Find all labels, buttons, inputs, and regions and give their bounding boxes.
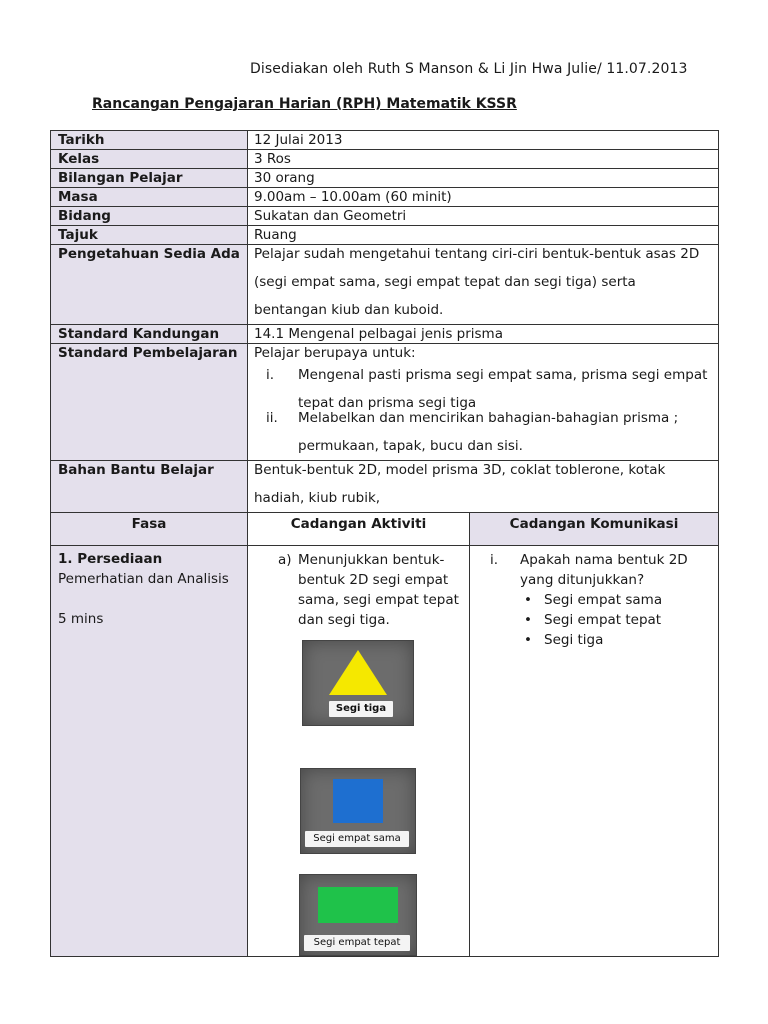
plan-header-row: [51, 513, 719, 546]
pengetahuan-label: Pengetahuan Sedia Ada: [51, 245, 248, 325]
sk-label: Standard Kandungan: [51, 325, 248, 344]
bidang-label: Bidang: [51, 207, 248, 226]
rph-table: [50, 130, 719, 957]
col-komunikasi: Cadangan Komunikasi: [470, 513, 719, 546]
document-title: Rancangan Pengajaran Harian (RPH) Matematik KSSR: [92, 96, 517, 112]
row-bahan-bantu: [51, 461, 719, 513]
fasa-cell: [51, 546, 248, 957]
bbb-value: Bentuk-bentuk 2D, model prisma 3D, coklat toblerone, kotak hadiah, kiub rubik,: [254, 462, 666, 506]
rectangle-shape-icon: [300, 885, 416, 935]
row-bilangan: [51, 169, 719, 188]
sp-label: Standard Pembelajaran: [51, 344, 248, 461]
activity-num: a): [278, 552, 292, 568]
triangle-card: [302, 640, 414, 726]
row-kelas: [51, 150, 719, 169]
komun-bullet-text: Segi tiga: [544, 632, 604, 648]
row-bidang: [51, 207, 719, 226]
fasa-sub: Pemerhatian dan Analisis: [58, 571, 229, 587]
tarikh-label: Tarikh: [51, 131, 248, 150]
komun-bullet-text: Segi empat tepat: [544, 612, 662, 628]
square-shape: [333, 779, 383, 823]
komun-bullet: [520, 610, 712, 630]
masa-label: Masa: [51, 188, 248, 207]
square-card: [300, 768, 416, 854]
rectangle-card: [299, 874, 417, 956]
komun-bullets: [520, 590, 712, 650]
sp-item-num: ii.: [266, 410, 278, 426]
komun-bullet: [520, 590, 712, 610]
activity-text: Menunjukkan bentuk-bentuk 2D segi empat sama, segi empat tepat dan segi tiga.: [298, 552, 459, 628]
bidang-value: Sukatan dan Geometri: [248, 207, 719, 226]
sp-cell: [248, 344, 719, 461]
bbb-cell: [248, 461, 719, 513]
row-standard-pembelajaran: [51, 344, 719, 461]
tajuk-value: Ruang: [248, 226, 719, 245]
pengetahuan-cell: [248, 245, 719, 325]
rectangle-shape: [318, 887, 398, 923]
pengetahuan-value: Pelajar sudah mengetahui tentang ciri-ciri bentuk-bentuk asas 2D (segi empat sama, segi empat tepat dan segi tiga) serta bentangan kiub dan kuboid.: [254, 246, 700, 318]
activity-item: [254, 550, 463, 630]
rectangle-caption: Segi empat tepat: [304, 935, 410, 951]
kelas-label: Kelas: [51, 150, 248, 169]
sp-item-text: Melabelkan dan mencirikan bahagian-bahagian prisma ; permukaan, tapak, bucu dan sisi.: [298, 410, 679, 454]
fasa-title: 1. Persediaan: [58, 551, 163, 567]
tajuk-label: Tajuk: [51, 226, 248, 245]
masa-value: 9.00am – 10.00am (60 minit): [248, 188, 719, 207]
komun-item: [476, 550, 712, 650]
triangle-caption: Segi tiga: [329, 701, 393, 717]
komunikasi-cell: [470, 546, 719, 957]
komun-text: Apakah nama bentuk 2D yang ditunjukkan?: [520, 552, 688, 588]
kelas-value: 3 Ros: [248, 150, 719, 169]
sk-value: 14.1 Mengenal pelbagai jenis prisma: [248, 325, 719, 344]
tarikh-value: 12 Julai 2013: [248, 131, 719, 150]
row-standard-kandungan: [51, 325, 719, 344]
bilangan-value: 30 orang: [248, 169, 719, 188]
sp-intro: Pelajar berupaya untuk:: [254, 345, 416, 361]
komun-bullet-text: Segi empat sama: [544, 592, 663, 608]
sp-item-num: i.: [266, 367, 275, 383]
triangle-shape: [329, 650, 387, 695]
col-aktiviti: Cadangan Aktiviti: [248, 513, 470, 546]
col-fasa: Fasa: [51, 513, 248, 546]
bullet-icon: •: [524, 632, 532, 648]
komun-num: i.: [490, 552, 499, 568]
square-shape-icon: [301, 777, 415, 837]
prepared-by: Disediakan oleh Ruth S Manson & Li Jin Hwa Julie/ 11.07.2013: [250, 61, 688, 77]
square-caption: Segi empat sama: [305, 831, 409, 847]
triangle-shape-icon: [303, 647, 413, 707]
sp-item: [254, 404, 712, 460]
sp-list: [254, 361, 712, 460]
plan-row-persediaan: [51, 546, 719, 957]
bullet-icon: •: [524, 612, 532, 628]
bullet-icon: •: [524, 592, 532, 608]
row-tarikh: [51, 131, 719, 150]
bbb-label: Bahan Bantu Belajar: [51, 461, 248, 513]
row-pengetahuan: [51, 245, 719, 325]
aktiviti-cell: [248, 546, 470, 957]
row-masa: [51, 188, 719, 207]
bilangan-label: Bilangan Pelajar: [51, 169, 248, 188]
komun-bullet: [520, 630, 712, 650]
fasa-time: 5 mins: [58, 611, 104, 627]
sp-item-text: Mengenal pasti prisma segi empat sama, prisma segi empat tepat dan prisma segi tiga: [298, 367, 708, 411]
